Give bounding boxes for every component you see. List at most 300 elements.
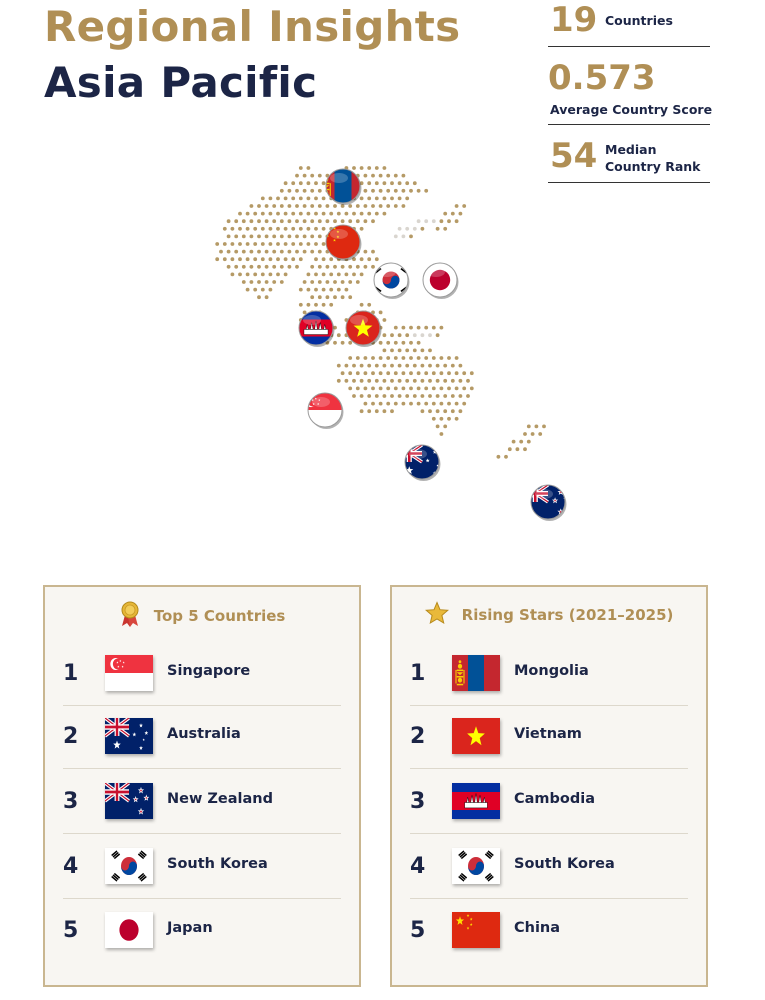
australia-map-marker-icon bbox=[397, 445, 448, 481]
map-dot bbox=[398, 181, 402, 185]
map-dot bbox=[367, 303, 371, 307]
map-dot bbox=[295, 174, 299, 178]
map-dot bbox=[242, 265, 246, 269]
list-item bbox=[410, 770, 688, 834]
map-dot bbox=[337, 364, 341, 368]
map-dot bbox=[276, 257, 280, 261]
map-dot bbox=[413, 394, 417, 398]
map-dot bbox=[314, 257, 318, 261]
map-dot bbox=[447, 356, 451, 360]
map-dot bbox=[322, 273, 326, 277]
map-dot bbox=[318, 174, 322, 178]
map-dot bbox=[356, 204, 360, 208]
map-dot bbox=[329, 257, 333, 261]
map-dot bbox=[242, 250, 246, 254]
map-dot bbox=[428, 364, 432, 368]
map-dot bbox=[318, 250, 322, 254]
map-dot bbox=[390, 364, 394, 368]
map-dot bbox=[417, 356, 421, 360]
map-dot bbox=[383, 318, 387, 322]
map-dot bbox=[348, 280, 352, 284]
map-dot bbox=[276, 242, 280, 246]
map-dot bbox=[352, 394, 356, 398]
map-dot bbox=[383, 166, 387, 170]
map-dot bbox=[443, 425, 447, 429]
map-dot bbox=[462, 371, 466, 375]
country-name: Australia bbox=[167, 726, 241, 742]
map-dot bbox=[284, 212, 288, 216]
map-dot bbox=[318, 235, 322, 239]
map-dot bbox=[284, 197, 288, 201]
map-dot bbox=[303, 174, 307, 178]
map-dot bbox=[375, 181, 379, 185]
map-dot bbox=[451, 212, 455, 216]
map-dot bbox=[409, 235, 413, 239]
map-dot bbox=[269, 227, 273, 231]
map-dot bbox=[303, 189, 307, 193]
map-dot bbox=[322, 303, 326, 307]
stat-label: Countries bbox=[605, 13, 673, 28]
map-dot bbox=[405, 379, 409, 383]
map-dot bbox=[261, 257, 265, 261]
map-dot bbox=[310, 295, 314, 299]
map-dot bbox=[402, 174, 406, 178]
map-dot bbox=[272, 265, 276, 269]
map-dot bbox=[348, 204, 352, 208]
map-dot bbox=[280, 189, 284, 193]
map-dot bbox=[231, 257, 235, 261]
map-dot bbox=[284, 273, 288, 277]
map-dot bbox=[314, 288, 318, 292]
map-dot bbox=[322, 181, 326, 185]
cambodia-flag-icon bbox=[452, 783, 500, 819]
map-dot bbox=[519, 440, 523, 444]
map-dot bbox=[390, 181, 394, 185]
map-dot bbox=[269, 212, 273, 216]
south-korea-flag-icon bbox=[105, 848, 153, 884]
map-dot bbox=[326, 280, 330, 284]
map-dot bbox=[413, 333, 417, 337]
china-flag-icon bbox=[452, 912, 500, 948]
map-dot bbox=[383, 333, 387, 337]
map-dot bbox=[345, 273, 349, 277]
new-zealand-map-marker-icon bbox=[523, 485, 574, 521]
map-dot bbox=[303, 280, 307, 284]
map-dot bbox=[371, 387, 375, 391]
map-dot bbox=[307, 197, 311, 201]
map-dot bbox=[303, 204, 307, 208]
map-dot bbox=[398, 379, 402, 383]
map-dot bbox=[379, 174, 383, 178]
map-dot bbox=[314, 273, 318, 277]
map-dot bbox=[333, 265, 337, 269]
map-dot bbox=[261, 288, 265, 292]
list-item bbox=[63, 642, 341, 706]
map-dot bbox=[250, 235, 254, 239]
map-dot bbox=[367, 364, 371, 368]
map-dot bbox=[348, 341, 352, 345]
map-dot bbox=[288, 250, 292, 254]
map-dot bbox=[269, 242, 273, 246]
map-dot bbox=[379, 341, 383, 345]
map-dot bbox=[352, 364, 356, 368]
map-dot bbox=[421, 409, 425, 413]
country-name: South Korea bbox=[514, 856, 615, 872]
map-dot bbox=[364, 189, 368, 193]
map-dot bbox=[371, 189, 375, 193]
map-dot bbox=[364, 387, 368, 391]
map-dot bbox=[394, 189, 398, 193]
map-dot bbox=[405, 181, 409, 185]
map-dot bbox=[417, 387, 421, 391]
map-dot bbox=[246, 273, 250, 277]
map-dot bbox=[246, 242, 250, 246]
map-dot bbox=[250, 219, 254, 223]
map-dot bbox=[261, 197, 265, 201]
map-dot bbox=[322, 242, 326, 246]
map-dot bbox=[390, 379, 394, 383]
map-dot bbox=[272, 235, 276, 239]
map-dot bbox=[440, 219, 444, 223]
map-dot bbox=[386, 189, 390, 193]
country-name: Cambodia bbox=[514, 791, 596, 807]
map-dot bbox=[436, 379, 440, 383]
map-dot bbox=[352, 166, 356, 170]
map-dot bbox=[402, 326, 406, 330]
map-dot bbox=[455, 204, 459, 208]
map-dot bbox=[352, 212, 356, 216]
map-dot bbox=[390, 197, 394, 201]
map-dot bbox=[326, 204, 330, 208]
map-dot bbox=[269, 257, 273, 261]
map-dot bbox=[436, 227, 440, 231]
map-dot bbox=[318, 265, 322, 269]
map-dot bbox=[459, 364, 463, 368]
map-dot bbox=[421, 227, 425, 231]
map-dot bbox=[337, 212, 341, 216]
vietnam-flag-icon bbox=[452, 718, 500, 754]
map-dot bbox=[394, 204, 398, 208]
map-dot bbox=[424, 387, 428, 391]
map-dot bbox=[257, 265, 261, 269]
map-dot bbox=[413, 379, 417, 383]
map-dot bbox=[523, 432, 527, 436]
map-dot bbox=[402, 235, 406, 239]
map-dot bbox=[367, 212, 371, 216]
rising-stars-panel bbox=[390, 585, 708, 987]
map-dot bbox=[440, 432, 444, 436]
map-dot bbox=[295, 265, 299, 269]
map-dot bbox=[527, 425, 531, 429]
map-dot bbox=[379, 356, 383, 360]
map-dot bbox=[250, 280, 254, 284]
map-dot bbox=[322, 227, 326, 231]
map-dot bbox=[424, 219, 428, 223]
map-dot bbox=[345, 379, 349, 383]
map-dot bbox=[318, 219, 322, 223]
map-dot bbox=[307, 212, 311, 216]
map-dot bbox=[348, 387, 352, 391]
map-dot bbox=[250, 204, 254, 208]
map-dot bbox=[383, 212, 387, 216]
map-dot bbox=[326, 219, 330, 223]
map-dot bbox=[329, 303, 333, 307]
country-name: New Zealand bbox=[167, 791, 274, 807]
list-item bbox=[410, 705, 688, 769]
map-dot bbox=[295, 235, 299, 239]
map-dot bbox=[253, 273, 257, 277]
map-dot bbox=[462, 402, 466, 406]
map-dot bbox=[405, 227, 409, 231]
map-dot bbox=[447, 387, 451, 391]
map-dot bbox=[432, 417, 436, 421]
panel-header bbox=[45, 601, 359, 623]
top-5-countries-panel bbox=[43, 585, 361, 987]
map-dot bbox=[307, 242, 311, 246]
map-dot bbox=[272, 250, 276, 254]
map-dot bbox=[417, 371, 421, 375]
map-dot bbox=[455, 356, 459, 360]
map-dot bbox=[447, 371, 451, 375]
map-dot bbox=[265, 295, 269, 299]
star-icon bbox=[425, 601, 449, 629]
map-dot bbox=[307, 303, 311, 307]
map-dot bbox=[413, 364, 417, 368]
map-dot bbox=[314, 197, 318, 201]
map-dot bbox=[234, 250, 238, 254]
map-dot bbox=[417, 402, 421, 406]
map-dot bbox=[535, 425, 539, 429]
map-dot bbox=[386, 174, 390, 178]
map-dot bbox=[375, 394, 379, 398]
map-dot bbox=[310, 204, 314, 208]
map-dot bbox=[421, 379, 425, 383]
map-dot bbox=[360, 364, 364, 368]
map-dot bbox=[234, 235, 238, 239]
map-dot bbox=[348, 356, 352, 360]
map-dot bbox=[291, 242, 295, 246]
country-name: South Korea bbox=[167, 856, 268, 872]
map-dot bbox=[432, 219, 436, 223]
map-dot bbox=[348, 265, 352, 269]
new-zealand-flag-icon bbox=[105, 783, 153, 819]
map-dot bbox=[409, 356, 413, 360]
map-dot bbox=[409, 189, 413, 193]
map-dot bbox=[227, 250, 231, 254]
map-dot bbox=[307, 181, 311, 185]
map-dot bbox=[253, 257, 257, 261]
map-dot bbox=[443, 227, 447, 231]
map-dot bbox=[227, 235, 231, 239]
map-dot bbox=[242, 219, 246, 223]
map-dot bbox=[459, 212, 463, 216]
map-dot bbox=[413, 181, 417, 185]
map-dot bbox=[341, 371, 345, 375]
map-dot bbox=[455, 417, 459, 421]
map-dot bbox=[440, 356, 444, 360]
map-dot bbox=[238, 212, 242, 216]
map-dot bbox=[219, 250, 223, 254]
rank-number: 1 bbox=[63, 661, 79, 686]
map-dot bbox=[246, 257, 250, 261]
map-dot bbox=[341, 265, 345, 269]
map-dot bbox=[367, 181, 371, 185]
map-dot bbox=[428, 349, 432, 353]
map-dot bbox=[227, 219, 231, 223]
map-dot bbox=[409, 387, 413, 391]
map-dot bbox=[341, 219, 345, 223]
map-dot bbox=[462, 204, 466, 208]
map-dot bbox=[288, 204, 292, 208]
map-dot bbox=[459, 409, 463, 413]
map-dot bbox=[314, 303, 318, 307]
map-dot bbox=[269, 273, 273, 277]
map-dot bbox=[531, 432, 535, 436]
map-dot bbox=[371, 250, 375, 254]
map-dot bbox=[424, 326, 428, 330]
map-dot bbox=[333, 280, 337, 284]
map-dot bbox=[424, 371, 428, 375]
map-dot bbox=[310, 219, 314, 223]
map-dot bbox=[299, 257, 303, 261]
map-dot bbox=[390, 349, 394, 353]
map-dot bbox=[326, 265, 330, 269]
map-dot bbox=[371, 174, 375, 178]
map-dot bbox=[394, 402, 398, 406]
map-dot bbox=[242, 235, 246, 239]
map-dot bbox=[318, 189, 322, 193]
map-dot bbox=[402, 371, 406, 375]
map-dot bbox=[409, 402, 413, 406]
map-dot bbox=[402, 341, 406, 345]
map-dot bbox=[223, 257, 227, 261]
map-dot bbox=[371, 219, 375, 223]
map-dot bbox=[291, 227, 295, 231]
map-dot bbox=[295, 204, 299, 208]
singapore-flag-icon bbox=[105, 655, 153, 691]
map-dot bbox=[288, 265, 292, 269]
map-dot bbox=[333, 219, 337, 223]
map-dot bbox=[379, 387, 383, 391]
map-dot bbox=[314, 212, 318, 216]
map-dot bbox=[280, 219, 284, 223]
map-dot bbox=[447, 219, 451, 223]
stat-value: 0.573 bbox=[548, 58, 656, 98]
map-dot bbox=[337, 379, 341, 383]
page-title: Regional Insights bbox=[44, 2, 461, 51]
map-dot bbox=[436, 333, 440, 337]
map-dot bbox=[265, 280, 269, 284]
map-dot bbox=[386, 387, 390, 391]
map-dot bbox=[307, 273, 311, 277]
map-dot bbox=[364, 265, 368, 269]
map-dot bbox=[253, 288, 257, 292]
map-dot bbox=[402, 356, 406, 360]
map-dot bbox=[508, 447, 512, 451]
map-dot bbox=[345, 212, 349, 216]
map-dot bbox=[443, 379, 447, 383]
map-dot bbox=[436, 409, 440, 413]
map-dot bbox=[470, 387, 474, 391]
map-dot bbox=[386, 341, 390, 345]
map-dot bbox=[265, 235, 269, 239]
stat-label: Average Country Score bbox=[550, 102, 713, 117]
rank-number: 5 bbox=[63, 918, 79, 943]
map-dot bbox=[379, 311, 383, 315]
map-dot bbox=[383, 181, 387, 185]
map-dot bbox=[375, 166, 379, 170]
asia-pacific-dot-map bbox=[190, 160, 590, 550]
medal-icon bbox=[119, 601, 141, 631]
map-dot bbox=[299, 181, 303, 185]
map-dot bbox=[295, 219, 299, 223]
map-dot bbox=[402, 387, 406, 391]
map-dot bbox=[405, 394, 409, 398]
mongolia-flag-icon bbox=[452, 655, 500, 691]
country-name: China bbox=[514, 920, 561, 936]
map-dot bbox=[322, 257, 326, 261]
map-dot bbox=[360, 303, 364, 307]
map-dot bbox=[345, 288, 349, 292]
map-dot bbox=[367, 394, 371, 398]
map-dot bbox=[367, 409, 371, 413]
map-dot bbox=[261, 273, 265, 277]
map-dot bbox=[269, 288, 273, 292]
map-dot bbox=[364, 402, 368, 406]
map-dot bbox=[299, 303, 303, 307]
map-dot bbox=[284, 257, 288, 261]
panel-header bbox=[392, 601, 706, 623]
map-dot bbox=[466, 379, 470, 383]
page-subtitle: Asia Pacific bbox=[44, 58, 318, 107]
stat-label: Country Rank bbox=[605, 159, 701, 174]
map-dot bbox=[398, 227, 402, 231]
rank-number: 2 bbox=[410, 724, 426, 749]
map-dot bbox=[257, 295, 261, 299]
list-item bbox=[410, 835, 688, 899]
map-dot bbox=[440, 417, 444, 421]
map-dot bbox=[341, 280, 345, 284]
map-dot bbox=[299, 242, 303, 246]
map-dot bbox=[253, 212, 257, 216]
map-dot bbox=[394, 341, 398, 345]
map-dot bbox=[413, 227, 417, 231]
map-dot bbox=[405, 364, 409, 368]
map-dot bbox=[402, 189, 406, 193]
map-dot bbox=[424, 189, 428, 193]
map-dot bbox=[234, 219, 238, 223]
map-dot bbox=[257, 280, 261, 284]
map-dot bbox=[223, 227, 227, 231]
map-dot bbox=[246, 227, 250, 231]
rank-number: 3 bbox=[63, 789, 79, 814]
map-dot bbox=[314, 242, 318, 246]
country-name: Mongolia bbox=[514, 663, 589, 679]
map-dot bbox=[314, 181, 318, 185]
map-dot bbox=[394, 387, 398, 391]
map-dot bbox=[284, 242, 288, 246]
map-dot bbox=[231, 227, 235, 231]
stat-value: 19 bbox=[550, 0, 598, 40]
map-dot bbox=[413, 349, 417, 353]
map-dot bbox=[348, 371, 352, 375]
map-dot bbox=[333, 295, 337, 299]
map-dot bbox=[227, 265, 231, 269]
map-dot bbox=[367, 257, 371, 261]
map-dot bbox=[238, 257, 242, 261]
map-dot bbox=[390, 409, 394, 413]
map-dot bbox=[360, 394, 364, 398]
